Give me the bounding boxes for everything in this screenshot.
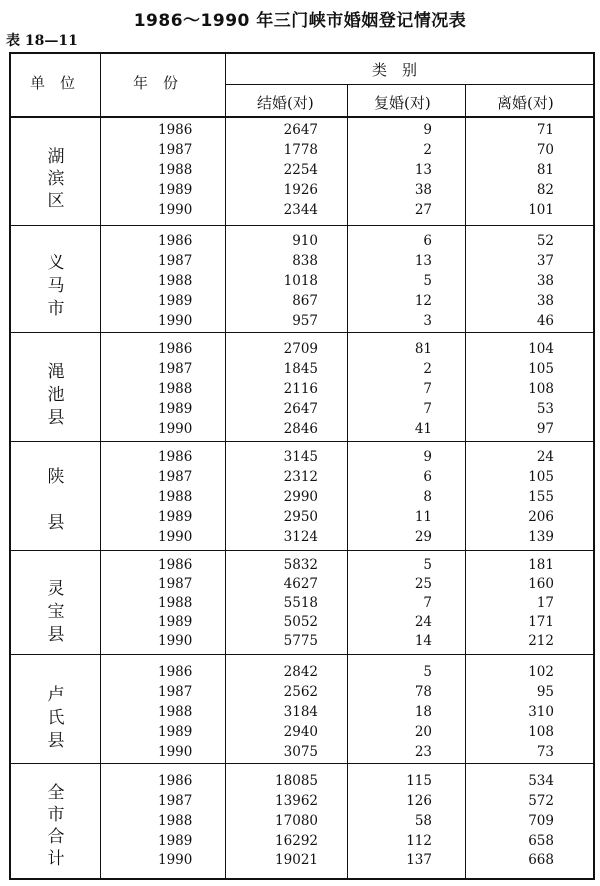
marriage-cell: 2940 (283, 724, 318, 740)
year-cell: 1986 (158, 664, 193, 680)
marriage-cell: 3145 (283, 449, 318, 465)
divorce-cell: 52 (536, 233, 554, 249)
marriage-cell: 1845 (283, 361, 318, 377)
unit-name-char: 马 (47, 276, 65, 296)
year-cell: 1987 (158, 253, 193, 269)
remarriage-cell: 5 (423, 557, 432, 573)
unit-name-char: 县 (47, 731, 65, 751)
divorce-cell: 160 (528, 576, 554, 592)
unit-name-char: 县 (47, 408, 65, 428)
divorce-cell: 206 (528, 509, 554, 525)
year-cell: 1987 (158, 684, 193, 700)
year-cell: 1986 (158, 773, 193, 789)
marriage-cell: 2990 (283, 489, 318, 505)
year-cell: 1989 (158, 509, 193, 525)
remarriage-cell: 2 (423, 361, 432, 377)
remarriage-cell: 41 (414, 421, 432, 437)
divorce-cell: 38 (536, 273, 554, 289)
divorce-cell: 81 (536, 162, 554, 178)
marriage-cell: 2647 (283, 401, 318, 417)
year-cell: 1987 (158, 361, 193, 377)
year-cell: 1989 (158, 182, 193, 198)
year-cell: 1990 (158, 202, 193, 218)
remarriage-cell: 115 (406, 773, 432, 789)
marriage-cell: 3124 (283, 529, 318, 545)
header-divorce: 离婚(对) (497, 94, 554, 112)
marriage-cell: 17080 (275, 813, 318, 829)
year-cell: 1988 (158, 595, 193, 611)
remarriage-cell: 9 (423, 122, 432, 138)
year-cell: 1990 (158, 744, 193, 760)
remarriage-cell: 7 (423, 381, 432, 397)
marriage-cell: 1018 (283, 273, 318, 289)
header-marriage: 结婚(对) (257, 94, 314, 112)
divorce-cell: 139 (528, 529, 554, 545)
remarriage-cell: 13 (414, 162, 432, 178)
remarriage-cell: 112 (406, 833, 432, 849)
remarriage-cell: 137 (406, 852, 432, 868)
remarriage-cell: 8 (423, 489, 432, 505)
year-cell: 1987 (158, 793, 193, 809)
year-cell: 1990 (158, 421, 193, 437)
year-cell: 1986 (158, 557, 193, 573)
year-cell: 1990 (158, 313, 193, 329)
remarriage-cell: 3 (423, 313, 432, 329)
marriage-cell: 2647 (283, 122, 318, 138)
group-separator (10, 550, 594, 551)
divorce-cell: 53 (536, 401, 554, 417)
divorce-cell: 102 (528, 664, 554, 680)
marriage-cell: 5518 (283, 595, 318, 611)
divorce-cell: 17 (536, 595, 554, 611)
marriage-cell: 5775 (283, 633, 318, 649)
marriage-cell: 910 (292, 233, 318, 249)
unit-name-char: 卢 (47, 685, 65, 705)
unit-name-char: 市 (47, 805, 65, 825)
divorce-cell: 709 (528, 813, 554, 829)
remarriage-cell: 23 (414, 744, 432, 760)
remarriage-cell: 29 (414, 529, 432, 545)
unit-name-char: 陕 (47, 467, 65, 487)
divorce-cell: 24 (536, 449, 554, 465)
header-bottom-rule (10, 116, 594, 118)
marriage-cell: 18085 (275, 773, 318, 789)
remarriage-cell: 7 (423, 595, 432, 611)
group-separator (10, 225, 594, 226)
column-divider-remarriage (465, 85, 466, 879)
year-cell: 1986 (158, 449, 193, 465)
remarriage-cell: 14 (414, 633, 432, 649)
marriage-cell: 867 (292, 293, 318, 309)
unit-name-char: 计 (47, 849, 65, 869)
remarriage-cell: 126 (406, 793, 432, 809)
divorce-cell: 37 (536, 253, 554, 269)
divorce-cell: 97 (536, 421, 554, 437)
year-cell: 1989 (158, 724, 193, 740)
year-cell: 1986 (158, 122, 193, 138)
remarriage-cell: 5 (423, 664, 432, 680)
remarriage-cell: 25 (414, 576, 432, 592)
unit-name-char: 合 (47, 827, 65, 847)
unit-name-char: 池 (47, 385, 65, 405)
marriage-cell: 957 (292, 313, 318, 329)
remarriage-cell: 78 (414, 684, 432, 700)
year-cell: 1987 (158, 469, 193, 485)
remarriage-cell: 11 (414, 509, 432, 525)
remarriage-cell: 38 (414, 182, 432, 198)
unit-name-char: 市 (47, 299, 65, 319)
marriage-cell: 2254 (283, 162, 318, 178)
remarriage-cell: 2 (423, 142, 432, 158)
divorce-cell: 95 (536, 684, 554, 700)
year-cell: 1989 (158, 293, 193, 309)
divorce-cell: 181 (528, 557, 554, 573)
header-remarriage: 复婚(对) (374, 94, 431, 112)
remarriage-cell: 27 (414, 202, 432, 218)
marriage-cell: 3075 (283, 744, 318, 760)
divorce-cell: 82 (536, 182, 554, 198)
group-separator (10, 654, 594, 655)
divorce-cell: 171 (528, 614, 554, 630)
marriage-cell: 19021 (275, 852, 318, 868)
year-cell: 1986 (158, 341, 193, 357)
year-cell: 1988 (158, 162, 193, 178)
divorce-cell: 108 (528, 381, 554, 397)
divorce-cell: 212 (528, 633, 554, 649)
divorce-cell: 104 (528, 341, 554, 357)
unit-name-char: 灵 (47, 579, 65, 599)
marriage-cell: 1926 (283, 182, 318, 198)
column-divider-unit (100, 53, 101, 879)
year-cell: 1987 (158, 142, 193, 158)
marriage-cell: 2950 (283, 509, 318, 525)
divorce-cell: 38 (536, 293, 554, 309)
table-number: 表 18—11 (6, 33, 78, 49)
column-divider-marriage (347, 85, 348, 879)
marriage-cell: 5052 (283, 614, 318, 630)
group-separator (10, 763, 594, 764)
unit-name-char: 氏 (47, 708, 65, 728)
unit-name-char: 县 (47, 625, 65, 645)
header-unit: 单 位 (30, 74, 76, 92)
unit-name-char: 滨 (47, 169, 65, 189)
divorce-cell: 73 (536, 744, 554, 760)
remarriage-cell: 18 (414, 704, 432, 720)
remarriage-cell: 7 (423, 401, 432, 417)
marriage-cell: 838 (292, 253, 318, 269)
group-separator (10, 332, 594, 333)
year-cell: 1987 (158, 576, 193, 592)
page-title: 1986～1990 年三门峡市婚姻登记情况表 (133, 11, 467, 31)
year-cell: 1986 (158, 233, 193, 249)
marriage-cell: 2116 (283, 381, 318, 397)
remarriage-cell: 13 (414, 253, 432, 269)
divorce-cell: 105 (528, 469, 554, 485)
year-cell: 1989 (158, 401, 193, 417)
unit-name-char: 湖 (47, 147, 65, 167)
year-cell: 1990 (158, 852, 193, 868)
year-cell: 1988 (158, 813, 193, 829)
header-category: 类 别 (372, 61, 418, 79)
column-divider-year (225, 53, 226, 879)
unit-name-char: 县 (47, 513, 65, 533)
divorce-cell: 101 (528, 202, 554, 218)
year-cell: 1990 (158, 529, 193, 545)
year-cell: 1990 (158, 633, 193, 649)
remarriage-cell: 9 (423, 449, 432, 465)
divorce-cell: 108 (528, 724, 554, 740)
divorce-cell: 105 (528, 361, 554, 377)
remarriage-cell: 5 (423, 273, 432, 289)
marriage-cell: 16292 (275, 833, 318, 849)
marriage-cell: 2312 (283, 469, 318, 485)
marriage-cell: 2344 (283, 202, 318, 218)
remarriage-cell: 24 (414, 614, 432, 630)
divorce-cell: 534 (528, 773, 554, 789)
header-year: 年 份 (133, 74, 179, 92)
divorce-cell: 668 (528, 852, 554, 868)
year-cell: 1988 (158, 273, 193, 289)
divorce-cell: 155 (528, 489, 554, 505)
remarriage-cell: 12 (414, 293, 432, 309)
year-cell: 1989 (158, 833, 193, 849)
year-cell: 1988 (158, 381, 193, 397)
marriage-cell: 4627 (283, 576, 318, 592)
marriage-cell: 2709 (283, 341, 318, 357)
year-cell: 1989 (158, 614, 193, 630)
divorce-cell: 658 (528, 833, 554, 849)
marriage-cell: 3184 (283, 704, 318, 720)
marriage-cell: 2562 (283, 684, 318, 700)
divorce-cell: 71 (536, 122, 554, 138)
divorce-cell: 310 (528, 704, 554, 720)
marriage-cell: 1778 (283, 142, 318, 158)
divorce-cell: 572 (528, 793, 554, 809)
year-cell: 1988 (158, 704, 193, 720)
divorce-cell: 46 (536, 313, 554, 329)
year-cell: 1988 (158, 489, 193, 505)
marriage-cell: 5832 (283, 557, 318, 573)
group-separator (10, 441, 594, 442)
unit-name-char: 区 (47, 191, 65, 211)
divorce-cell: 70 (536, 142, 554, 158)
unit-name-char: 宝 (47, 602, 65, 622)
remarriage-cell: 6 (423, 233, 432, 249)
unit-name-char: 全 (47, 783, 65, 803)
unit-name-char: 渑 (47, 362, 65, 382)
remarriage-cell: 81 (414, 341, 432, 357)
unit-name-char: 义 (47, 253, 65, 273)
marriage-cell: 13962 (275, 793, 318, 809)
marriage-cell: 2842 (283, 664, 318, 680)
remarriage-cell: 20 (414, 724, 432, 740)
header-sub-divider (225, 84, 593, 85)
remarriage-cell: 6 (423, 469, 432, 485)
marriage-cell: 2846 (283, 421, 318, 437)
remarriage-cell: 58 (414, 813, 432, 829)
